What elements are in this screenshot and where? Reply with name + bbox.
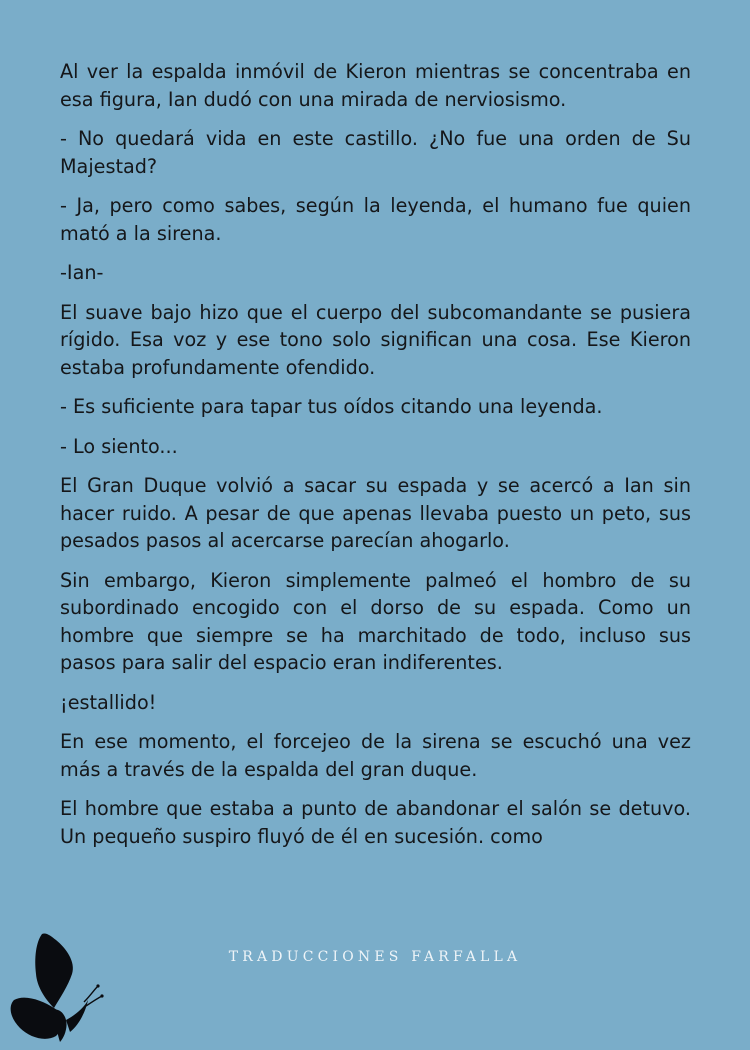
footer-credit-text: TRADUCCIONES FARFALLA [228,949,522,965]
paragraph-10: ¡estallido! [60,690,157,714]
paragraph-12: El hombre que estaba a punto de abandonar el salón se detuvo. Un pequeño suspiro fluyó de él en sucesión. como [60,797,691,848]
footer-credit [0,949,750,965]
butterfly-icon [6,928,106,1046]
paragraph-8: El Gran Duque volvió a sacar su espada y se acercó a Ian sin hacer ruido. A pesar de que apenas llevaba puesto un peto, sus pesados pasos al acercarse parecían ahogarlo. [60,474,691,552]
paragraph-1: Al ver la espalda inmóvil de Kieron mientras se concentraba en esa figura, Ian dudó con una mirada de nerviosismo. [60,60,691,111]
paragraph-11: En ese momento, el forcejeo de la sirena se escuchó una vez más a través de la espalda del gran duque. [60,730,691,781]
paragraph-7: - Lo siento... [60,434,178,458]
paragraph-3: - Ja, pero como sabes, según la leyenda, el humano fue quien mató a la sirena. [60,194,691,245]
paragraph-6: - Es suficiente para tapar tus oídos citando una leyenda. [60,395,603,418]
paragraph-9: Sin embargo, Kieron simplemente palmeó el hombro de su subordinado encogido con el dorso de su espada. Como un hombre que siempre se ha marchitado de todo, incluso sus pasos para salir del espacio eran indiferentes. [60,568,691,674]
body-text [60,58,691,862]
paragraph-4: -Ian- [60,261,104,284]
paragraph-2: - No quedará vida en este castillo. ¿No fue una orden de Su Majestad? [60,127,691,178]
paragraph-5: El suave bajo hizo que el cuerpo del subcomandante se pusiera rígido. Esa voz y ese tono solo significan una cosa. Ese Kieron estaba profundamente ofendido. [60,300,691,379]
